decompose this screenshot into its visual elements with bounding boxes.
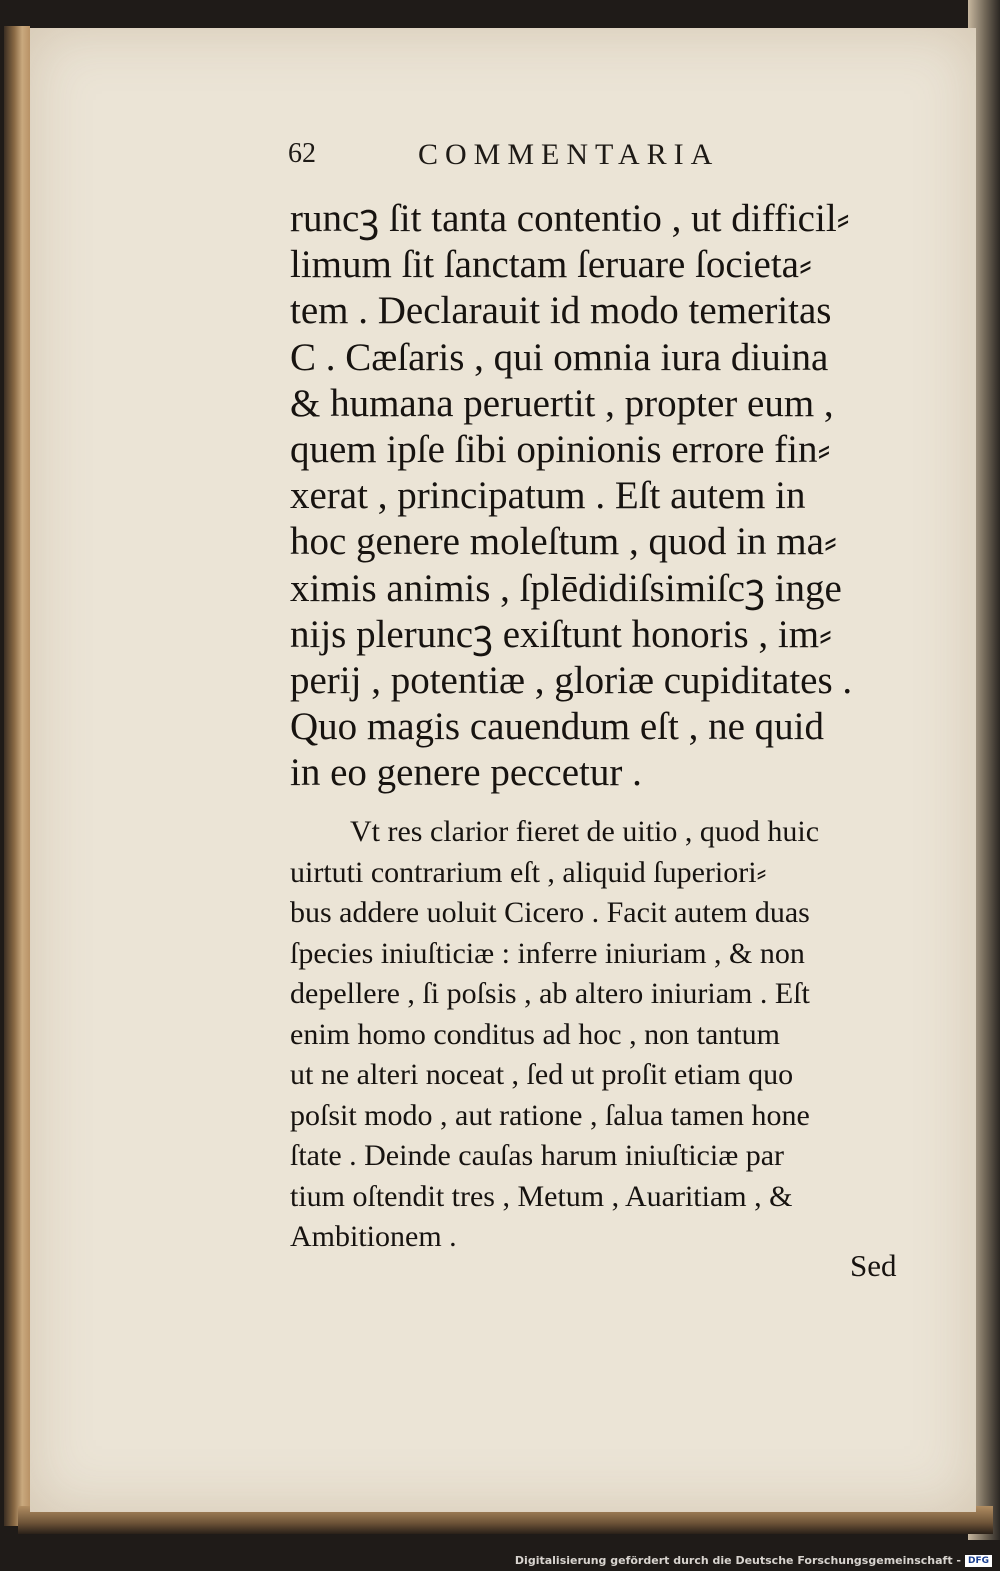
catchword: Sed xyxy=(850,1248,897,1283)
text-line: Ambitionem . xyxy=(290,1220,457,1253)
text-line: tem . Declarauit id modo temeritas xyxy=(290,289,832,333)
page-header xyxy=(288,138,828,180)
page-number: 62 xyxy=(288,138,316,169)
text-line: depellere , ſi poſsis , ab altero iniuriam . Eſt xyxy=(290,977,810,1010)
text-line: limum ſit ſanctam ſeruare ſocieta⸗ xyxy=(290,243,812,287)
paragraph-1 xyxy=(290,196,920,797)
running-head: COMMENTARIA xyxy=(418,138,720,171)
text-line: ut ne alteri noceat , ſed ut proſit etiam quo xyxy=(290,1058,794,1091)
digitization-credit xyxy=(515,1554,992,1567)
text-line: ſtate . Deinde cauſas harum iniuſticiæ par xyxy=(290,1139,785,1172)
paragraph-2 xyxy=(290,812,920,1258)
text-line: & humana peruertit , propter eum , xyxy=(290,381,834,425)
dfg-logo: DFG xyxy=(965,1555,992,1567)
text-line: tium oſtendit tres , Metum , Auaritiam , & xyxy=(290,1179,793,1213)
text-line: quem ipſe ſibi opinionis errore fin⸗ xyxy=(290,428,831,472)
text-line: perij , potentiæ , gloriæ cupiditates . xyxy=(290,659,853,703)
text-line: ximis animis , ſplēdidiſsimiſcꝫ inge xyxy=(290,566,842,610)
book-edge-left xyxy=(4,26,30,1526)
text-line: xerat , principatum . Eſt autem in xyxy=(290,474,806,518)
text-line: ſpecies iniuſticiæ : inferre iniuriam , & non xyxy=(290,936,805,970)
text-line: uirtuti contrarium eſt , aliquid ſuperiori⸗ xyxy=(290,855,767,889)
text-line: C . Cæſaris , qui omnia iura diuina xyxy=(290,335,829,379)
text-line: nijs pleruncꝫ exiſtunt honoris , im⸗ xyxy=(290,612,833,656)
credit-text: Digitalisierung gefördert durch die Deutsche Forschungsgemeinschaft - xyxy=(514,1554,961,1567)
text-line: enim homo conditus ad hoc , non tantum xyxy=(290,1017,780,1051)
text-line: poſsit modo , aut ratione , ſalua tamen hone xyxy=(290,1098,810,1132)
text-line: in eo genere peccetur . xyxy=(290,751,642,795)
text-line: Quo magis cauendum eſt , ne quid xyxy=(290,705,824,749)
text-line: Vt res clarior fieret de uitio , quod huic xyxy=(350,815,820,848)
text-line: runcꝫ ſit tanta contentio , ut difficil⸗ xyxy=(290,197,850,240)
text-line: hoc genere moleſtum , quod in ma⸗ xyxy=(290,520,837,564)
text-line: bus addere uoluit Cicero . Facit autem duas xyxy=(290,896,810,929)
